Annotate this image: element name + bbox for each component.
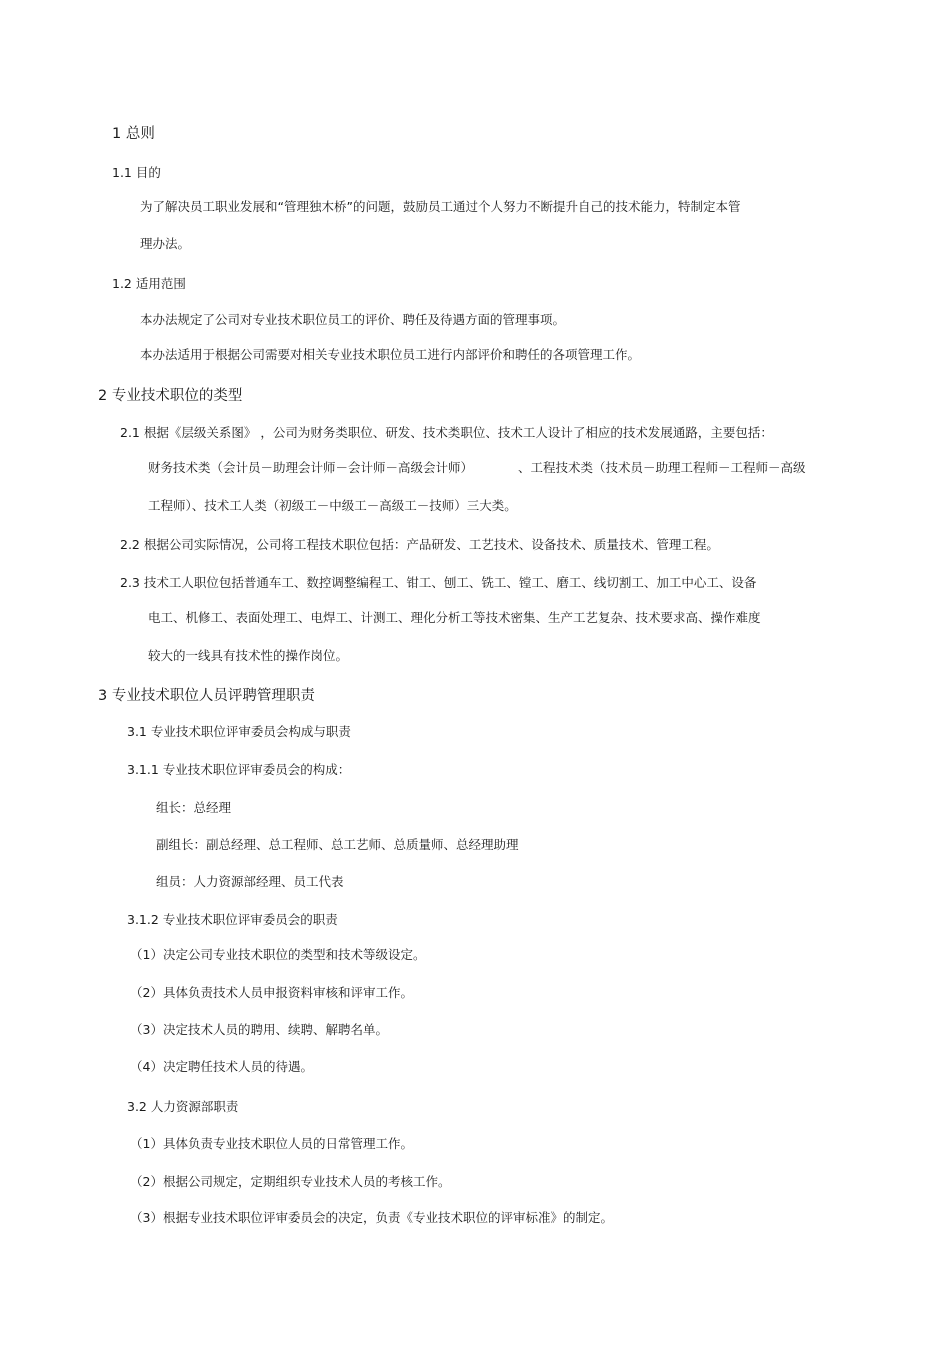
- subsection-2-1-line-3: 工程师）、技术工人类（初级工－中级工－高级工－技师）三大类。: [148, 498, 517, 513]
- subsection-2-3-line-1: 2.3 技术工人职位包括普通车工、数控调整编程工、钳工、刨工、铣工、镗工、磨工、线切割工、加工中心工、设备: [120, 575, 757, 590]
- committee-duty-2: （2）具体负责技术人员申报资料审核和评审工作。: [130, 985, 413, 1000]
- subsection-2-3-line-2: 电工、机修工、表面处理工、电焊工、计测工、理化分析工等技术密集、生产工艺复杂、技术要求高、操作难度: [148, 610, 761, 625]
- subsection-2-2: 2.2 根据公司实际情况，公司将工程技术职位包括：产品研发、工艺技术、设备技术、质量技术、管理工程。: [120, 537, 719, 552]
- subsection-2-1: 2.1 根据《层级关系图》 ，公司为财务类职位、研发、技术类职位、技术工人设计了相应的技术发展通路，主要包括：: [120, 425, 773, 440]
- committee-duty-1: （1）决定公司专业技术职位的类型和技术等级设定。: [130, 947, 426, 962]
- committee-duty-4: （4）决定聘任技术人员的待遇。: [130, 1059, 313, 1074]
- subsection-3-1-2: 3.1.2 专业技术职位评审委员会的职责: [127, 912, 338, 927]
- section-3-title: 3 专业技术职位人员评聘管理职责: [98, 688, 315, 704]
- paragraph-purpose-line-2: 理办法。: [140, 236, 191, 251]
- subsection-2-1-line-2-right: 、工程技术类（技术员－助理工程师－工程师－高级: [518, 460, 806, 475]
- subsection-1-2-title: 1.2 适用范围: [112, 276, 186, 291]
- section-1-title: 1 总则: [112, 126, 155, 142]
- committee-duty-3: （3）决定技术人员的聘用、续聘、解聘名单。: [130, 1022, 388, 1037]
- subsection-3-2: 3.2 人力资源部职责: [127, 1099, 239, 1114]
- subsection-2-3-line-3: 较大的一线具有技术性的操作岗位。: [148, 648, 349, 663]
- hr-duty-2: （2）根据公司规定，定期组织专业技术人员的考核工作。: [130, 1174, 451, 1189]
- subsection-3-1-1: 3.1.1 专业技术职位评审委员会的构成：: [127, 762, 351, 777]
- paragraph-scope-1: 本办法规定了公司对专业技术职位员工的评价、聘任及待遇方面的管理事项。: [140, 312, 566, 327]
- subsection-3-1: 3.1 专业技术职位评审委员会构成与职责: [127, 724, 351, 739]
- subsection-2-1-line-2-left: 财务技术类（会计员－助理会计师－会计师－高级会计师）: [148, 460, 474, 475]
- committee-leader: 组长：总经理: [156, 800, 232, 815]
- subsection-1-1-title: 1.1 目的: [112, 165, 161, 180]
- hr-duty-3: （3）根据专业技术职位评审委员会的决定，负责《专业技术职位的评审标准》的制定。: [130, 1210, 613, 1225]
- paragraph-purpose-line-1: 为了解决员工职业发展和“管理独木桥”的问题，鼓励员工通过个人努力不断提升自己的技术能力，特制定本管: [140, 199, 741, 214]
- section-2-title: 2 专业技术职位的类型: [98, 388, 243, 404]
- committee-members: 组员：人力资源部经理、员工代表: [156, 874, 344, 889]
- hr-duty-1: （1）具体负责专业技术职位人员的日常管理工作。: [130, 1136, 413, 1151]
- paragraph-scope-2: 本办法适用于根据公司需要对相关专业技术职位员工进行内部评价和聘任的各项管理工作。: [140, 347, 641, 362]
- committee-vice-leader: 副组长：副总经理、总工程师、总工艺师、总质量师、总经理助理: [156, 837, 519, 852]
